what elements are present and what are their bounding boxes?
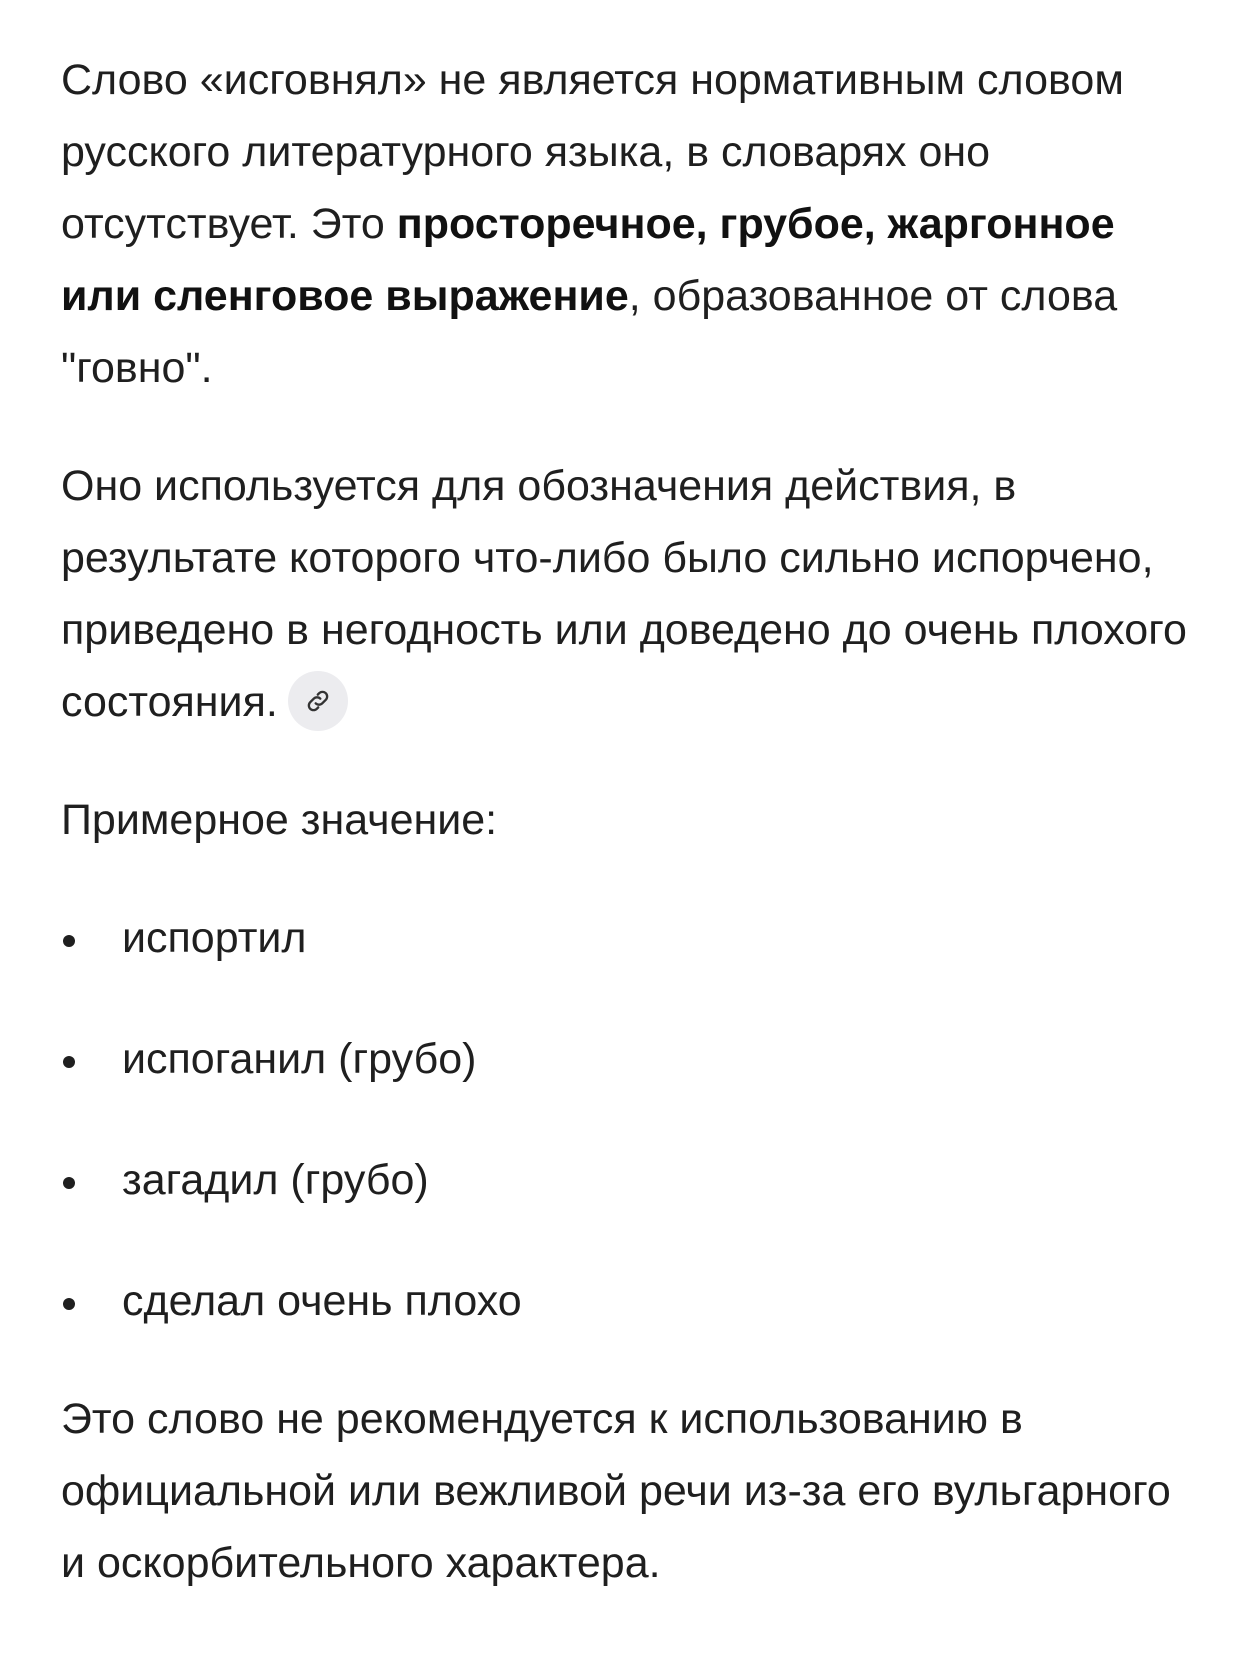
paragraph-usage [61, 450, 1196, 738]
list-item-text: загадил (грубо) [122, 1156, 429, 1204]
bullet-icon [63, 1177, 75, 1189]
answer-content [61, 44, 1196, 1599]
bullet-icon [63, 1298, 75, 1310]
list-item-text: испортил [122, 914, 307, 962]
bullet-icon [63, 1056, 75, 1068]
list-item-text: сделал очень плохо [122, 1277, 522, 1325]
definition-text-start: Слово «исговнял» не является нормативным словом русского литературного языка, в словарях оно отсутствует. Это [61, 56, 1124, 248]
meanings-list [61, 902, 1196, 1337]
list-item [61, 902, 1196, 974]
usage-text: Оно используется для обозначения действия, в результате которого что-либо было сильно испорчено, приведено в негодность или доведено до очень плохого состояния. [61, 462, 1187, 726]
definition-bold-text: просторечное, грубое, жаргонное или сленговое выражение [61, 200, 1115, 320]
list-item [61, 1023, 1196, 1095]
link-icon [304, 687, 332, 715]
paragraph-meaning-heading: Примерное значение: [61, 796, 498, 844]
list-item [61, 1265, 1196, 1337]
paragraph-definition [61, 44, 1196, 404]
list-item [61, 1144, 1196, 1216]
definition-text-end: , образованное от слова "говно". [61, 272, 1118, 392]
source-link-button[interactable] [288, 671, 348, 731]
bullet-icon [63, 935, 75, 947]
paragraph-recommendation: Это слово не рекомендуется к использованию в официальной или вежливой речи из-за его вульгарного и оскорбительного характера. [61, 1395, 1171, 1587]
list-item-text: испоганил (грубо) [122, 1035, 477, 1083]
